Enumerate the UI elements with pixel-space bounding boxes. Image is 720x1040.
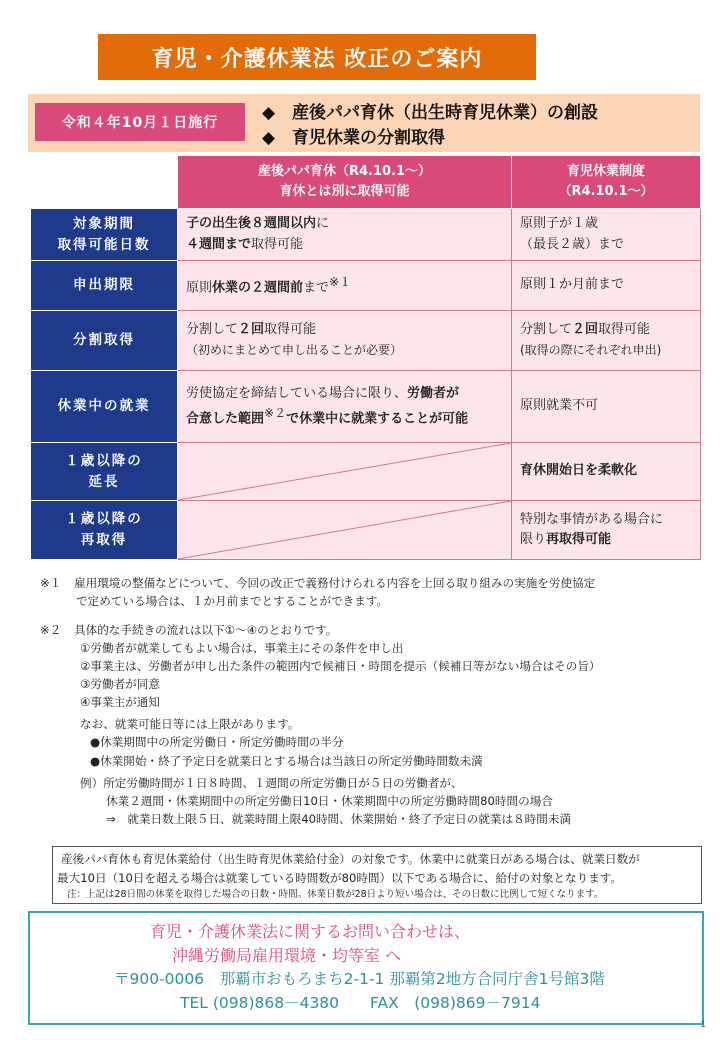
table-row [31,209,701,261]
footnote-mark: ※２ [40,623,62,637]
header-childcare-leave [512,156,701,209]
cell-text: に [316,216,330,232]
cell-bold-text: で休業中に就業することが可能 [286,411,469,427]
cell-text: (取得の際にそれぞれ申出) [520,342,662,357]
cell-papa-retake-na [178,501,512,560]
cell-text: 原則 [186,280,213,296]
procedure-step: ③労働者が同意 [80,677,160,692]
contact-address: 〒900-0006 那覇市おもろまち2-1-1 那覇第2地方合同庁舎1号館3階 [114,970,605,988]
contact-phone: TEL (098)868－4380 FAX (098)869－7914 [180,994,541,1012]
benefit-note: 注：上記は28日間の休業を取得した場合の日数・時間。休業日数が28日より短い場合は、その日数に比例して短くなります。 [67,889,604,901]
footnote-text: 雇用環境の整備などについて、今回の改正で義務付けられる内容を上回る取り組みの実施を労使協定 [74,576,596,590]
cell-papa-split [178,311,512,371]
cell-papa-deadline [178,261,512,311]
limit-item: ●休業期間中の所定労働日・所定労働時間の半分 [90,735,344,750]
table-row [31,501,701,560]
footnote-1 [40,574,700,610]
page-number: 1 [700,1020,706,1030]
contact-office: 沖縄労働局雇用環境・均等室 へ [172,946,402,965]
cell-text: （初めにまとめて申し出ることが必要） [186,342,403,357]
benefit-text: 産後パパ育休も育児休業給付（出生時育児休業給付金）の対象です。休業中に就業日がある場合は、就業日数が [61,852,640,866]
footnote-2 [40,621,700,828]
row-label-line1: １歳以降の [65,452,143,469]
cell-bold-text: 合意した範囲 [186,411,265,427]
contact-heading: 育児・介護休業法に関するお問い合わせは、 [150,922,471,941]
cell-bold-text: ２回 [238,322,265,338]
cell-papa-extension-na [178,443,512,501]
footnote-text: で定めている場合は、１か月前までとすることができます。 [76,594,389,609]
cell-text: （最長２歳）まで [520,236,625,252]
headline-item-2-text: 育児休業の分割取得 [292,128,445,148]
row-label-period [31,209,178,261]
row-label-deadline: 申出期限 [31,261,178,311]
headline-item-2 [262,123,445,148]
table-row [31,371,701,443]
cell-text: 取得可能 [251,236,304,252]
benefit-text: 最大10日（10日を超える場合は就業している時間数が80時間）以下である場合に、給付の対象となります。 [57,870,623,885]
cell-bold-text: 休業の２週間前 [212,280,304,296]
example-text: 例）所定労働時間が１日８時間、１週間の所定労働日が５日の労働者が、 [80,775,463,790]
cell-text: 原則子が１歳 [520,216,599,232]
cell-childcare-period [512,209,701,261]
benefit-notice-box [52,846,702,904]
footnote-ref: ※１ [329,274,352,289]
cell-childcare-split [512,311,701,371]
contact-box [28,911,704,1025]
page-title: 育児・介護休業法 改正のご案内 [98,34,536,80]
limit-intro: なお、就業可能日等には上限があります。 [80,717,300,732]
comparison-table [30,155,701,560]
example-text: 休業２週間・休業期間中の所定労働日10日・休業期間中の所定労働時間80時間の場合 [106,793,553,808]
cell-childcare-deadline: 原則１か月前まで [512,261,701,311]
row-label-retake [31,501,178,560]
procedure-step: ②事業主は、労働者が申し出た条件の範囲内で候補日・時間を提示（候補日等がない場合はその旨） [80,659,601,674]
cell-text: 分割して [186,322,239,338]
row-label-line2: 延長 [88,473,120,490]
cell-text: 取得可能 [598,322,651,338]
diamond-bullet-icon: ◆ [262,103,276,123]
footnote-ref: ※２ [264,405,287,420]
headline-item-1 [262,98,598,123]
cell-text: 労使協定を締結している場合に限り、 [186,385,408,401]
diagonal-strike-icon [178,501,511,559]
row-label-line1: 対象期間 [73,215,135,232]
table-corner [31,156,178,209]
cell-text: 取得可能 [264,322,317,338]
cell-childcare-extension [512,443,701,501]
procedure-step: ①労働者が就業してもよい場合は、事業主にその条件を申し出 [80,641,404,656]
cell-bold-text: 育休開始日を柔軟化 [520,463,638,479]
cell-bold-text: ４週間まで [186,236,252,252]
row-label-line1: １歳以降の [65,511,143,528]
diamond-bullet-icon: ◆ [262,128,276,148]
table-row [31,443,701,501]
cell-bold-text: 労働者が [407,385,460,401]
diagonal-strike-icon [178,443,511,500]
cell-childcare-retake [512,501,701,560]
table-row [31,311,701,371]
cell-text: 限り [520,532,547,547]
cell-text: 特別な事情がある場合に [520,511,664,527]
footnote-text: 具体的な手続きの流れは以下①～④のとおりです。 [74,623,338,637]
cell-text: まで [303,280,330,296]
effective-date-badge: 令和４年10月１日施行 [35,103,245,141]
row-label-work-during-leave: 休業中の就業 [31,371,178,443]
footnote-mark: ※１ [40,576,62,590]
header-papa-leave [178,156,512,209]
headline-item-1-text: 産後パパ育休（出生時育児休業）の創設 [292,103,598,123]
row-label-line2: 再取得 [80,532,128,548]
header-papa-leave-line1: 産後パパ育休（R4.10.1～） [257,163,432,179]
cell-childcare-work: 原則就業不可 [512,371,701,443]
row-label-extension [31,443,178,501]
cell-papa-period [178,209,512,261]
header-papa-leave-line2: 育休とは別に取得可能 [279,184,410,199]
cell-bold-text: 子の出生後８週間以内 [186,216,317,232]
cell-papa-work [178,371,512,443]
cell-text: 分割して [520,322,573,338]
example-text: ⇒ 就業日数上限５日、就業時間上限40時間、休業開始・終了予定日の就業は８時間未満 [106,811,572,826]
limit-item: ●休業開始・終了予定日を就業日とする場合は当該日の所定労働時間数未満 [90,753,483,768]
procedure-step: ④事業主が通知 [80,695,160,710]
header-childcare-leave-line2: （R4.10.1～） [558,184,654,199]
table-row [31,261,701,311]
row-label-split: 分割取得 [31,311,178,371]
cell-bold-text: 再取得可能 [546,532,612,547]
row-label-line2: 取得可能日数 [57,236,151,253]
header-childcare-leave-line1: 育児休業制度 [566,163,645,179]
cell-bold-text: ２回 [572,322,599,338]
